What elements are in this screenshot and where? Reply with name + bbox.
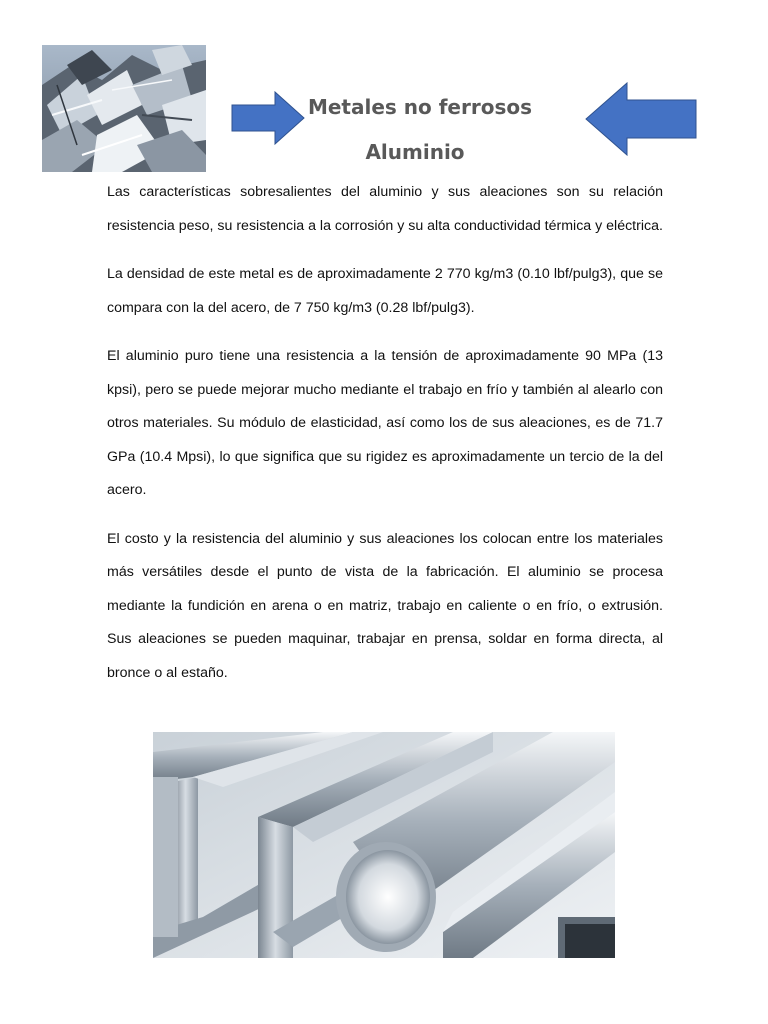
body-text: [107, 176, 663, 705]
page-subtitle: Aluminio: [365, 140, 465, 164]
aluminum-scrap-photo: [42, 45, 206, 172]
paragraph-density: La densidad de este metal es de aproximadamente 2 770 kg/m3 (0.10 lbf/pulg3), que se compara con la del acero, de 7 750 kg/m3 (0.28 lbf/pulg3).: [107, 266, 663, 316]
page-title: Metales no ferrosos: [307, 95, 533, 119]
paragraph-strength: El aluminio puro tiene una resistencia a la tensión de aproximadamente 90 MPa (13 kpsi), pero se puede mejorar mucho mediante el trabajo en frío y también al alearlo con otros materiales. Su módulo de elasticidad, así como los de sus aleaciones, es de 71.7 GPa (10.4 Mpsi), lo que significa que su rigidez es aproximadamente un tercio de la del acero.: [107, 348, 663, 498]
paragraph-fabrication: El costo y la resistencia del aluminio y sus aleaciones los colocan entre los materiales más versátiles desde el punto de vista de la fabricación. El aluminio se procesa mediante la fundición en arena o en matriz, trabajo en caliente o en frío, o extrusión. Sus aleaciones se pueden maquinar, trabajar en prensa, soldar en forma directa, al bronce o al estaño.: [107, 530, 663, 681]
arrow-right-icon: [231, 91, 305, 145]
aluminum-profiles-photo: [153, 732, 615, 958]
paragraph-characteristics: Las características sobresalientes del aluminio y sus aleaciones son su relación resistencia peso, su resistencia a la corrosión y su alta conductividad térmica y eléctrica.: [107, 184, 663, 234]
arrow-left-icon: [585, 82, 697, 156]
